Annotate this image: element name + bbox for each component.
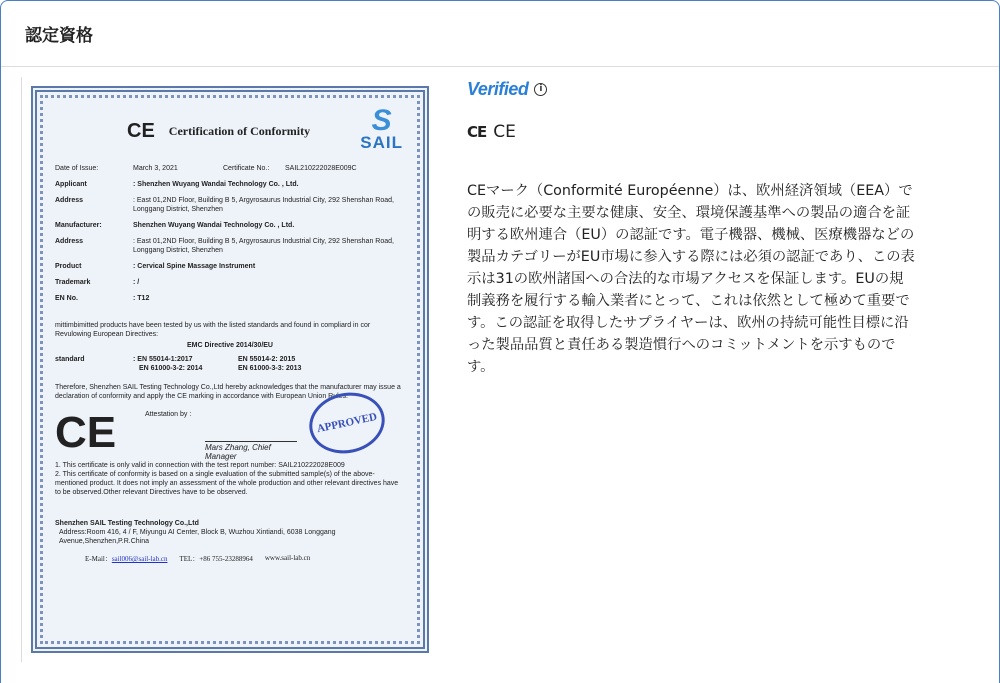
manufacturer-address: : East 01,2ND Floor, Building B 5, Argyrosaurus Industrial City, 292 Shenshan Road, Longgang District, Shenzhen — [133, 238, 394, 254]
section-title: 認定資格 — [25, 26, 93, 46]
verified-label: Verified — [467, 78, 529, 99]
info-icon[interactable]: i — [534, 83, 547, 96]
applicant-address: : East 01,2ND Floor, Building B 5, Argyrosaurus Industrial City, 292 Shenshan Road, Longgang District, Shenzhen — [133, 197, 394, 213]
email-link[interactable]: sail006@sail-lab.cn — [111, 555, 168, 563]
approved-stamp: APPROVED — [304, 386, 391, 460]
model-label: EN No. — [55, 295, 78, 302]
product: : Cervical Spine Massage Instrument — [133, 263, 256, 270]
issuer-company: Shenzhen SAIL Testing Technology Co.,Ltd — [55, 520, 199, 527]
directive: EMC Directive 2014/30/EU — [187, 342, 273, 349]
verified-badge — [467, 77, 917, 101]
address-label: Address — [55, 197, 84, 204]
applicant: : Shenzhen Wuyang Wandai Technology Co. , Ltd. — [133, 181, 299, 188]
email-label: E-Mail： — [85, 555, 112, 563]
note-2: 2. This certificate of conformity is based on a single evaluation of the submitted sample(s) of the above-mentioned product. It does not imply an assessment of the whole production and other relevant directives have to be observed.Other relevant Directives have to be observed. — [55, 471, 399, 496]
acknowledgement: Therefore, Shenzhen SAIL Testing Technology Co.,Ltd hereby acknowledges that the manufacturer may issue a declaration of conformity and apply the CE marking in accordance with European Union Rules. — [55, 384, 401, 400]
certno-label: Certificate No.: — [223, 165, 270, 172]
standard: EN 61000-3-3: 2013 — [238, 365, 302, 372]
date-label: Date of Issue: — [55, 165, 99, 172]
ce-mark-logo: CE — [127, 119, 155, 142]
website: www.sail-lab.cn — [264, 554, 311, 562]
address-label: Address — [55, 238, 84, 245]
trademark-label: Trademark — [55, 279, 91, 286]
ce-mark-large: CE — [55, 408, 117, 457]
manufacturer: Shenzhen Wuyang Wandai Technology Co. , Ltd. — [133, 222, 295, 229]
sail-logo: S SAIL — [360, 104, 403, 152]
tested-statement: mittimbimitted products have been tested by us with the listed standards and found in compliard in cor Revulowing European Directives: — [55, 322, 371, 338]
certificate-image[interactable] — [31, 86, 429, 653]
certificate-title: Certification of Conformity — [168, 123, 311, 138]
applicant-label: Applicant — [55, 181, 87, 188]
attestation-label: Attestation by : — [145, 411, 192, 418]
standard: EN 61000-3-2: 2014 — [139, 365, 203, 372]
product-label: Product — [55, 263, 82, 270]
trademark: : / — [133, 279, 140, 286]
telephone: TEL：+86 755-23288964 — [179, 555, 253, 563]
standard-label: standard — [55, 356, 85, 363]
certification-details — [467, 77, 917, 378]
standard: EN 55014-2: 2015 — [238, 356, 296, 363]
note-1: 1. This certificate is only valid in connection with the test report number: SAIL210222028E009 — [55, 462, 345, 469]
issue-date: March 3, 2021 — [133, 165, 178, 172]
divider — [21, 77, 22, 662]
certification-name: CE — [493, 122, 516, 142]
signer: Mars Zhang, Chief Manager — [205, 441, 297, 461]
certification-description: CEマーク（Conformité Européenne）は、欧州経済領域（EEA）での販売に必要な主要な健康、安全、環境保護基準への製品の適合を証明する欧州連合（EU）の認証です。電子機器、機械、医療機器などの製品カテゴリーがEU市場に参入する際には必須の認証であり、この表示は31の欧州諸国への合法的な市場アクセスを保証します。EUの規制義務を履行する輸入業者にとって、これは依然として極めて重要です。この認証を取得したサプライヤーは、欧州の持続可能性目標に沿った製品品質と責任ある製造慣行へのコミットメントを示すものです。 — [467, 183, 915, 375]
card-header — [1, 1, 999, 67]
model: : T12 — [133, 295, 150, 302]
issuer-address: Address:Room 416, 4 / F, Miyungu AI Center, Block B, Wuzhou Xintiandi, 6038 Longgang Avenue,Shenzhen,P.R.China — [59, 529, 336, 545]
certificate-number: SAIL210222028E009C — [285, 165, 357, 172]
ce-mark-icon: CE — [467, 123, 487, 141]
manufacturer-label: Manufacturer: — [55, 222, 102, 229]
standard: : EN 55014-1:2017 — [133, 356, 193, 363]
